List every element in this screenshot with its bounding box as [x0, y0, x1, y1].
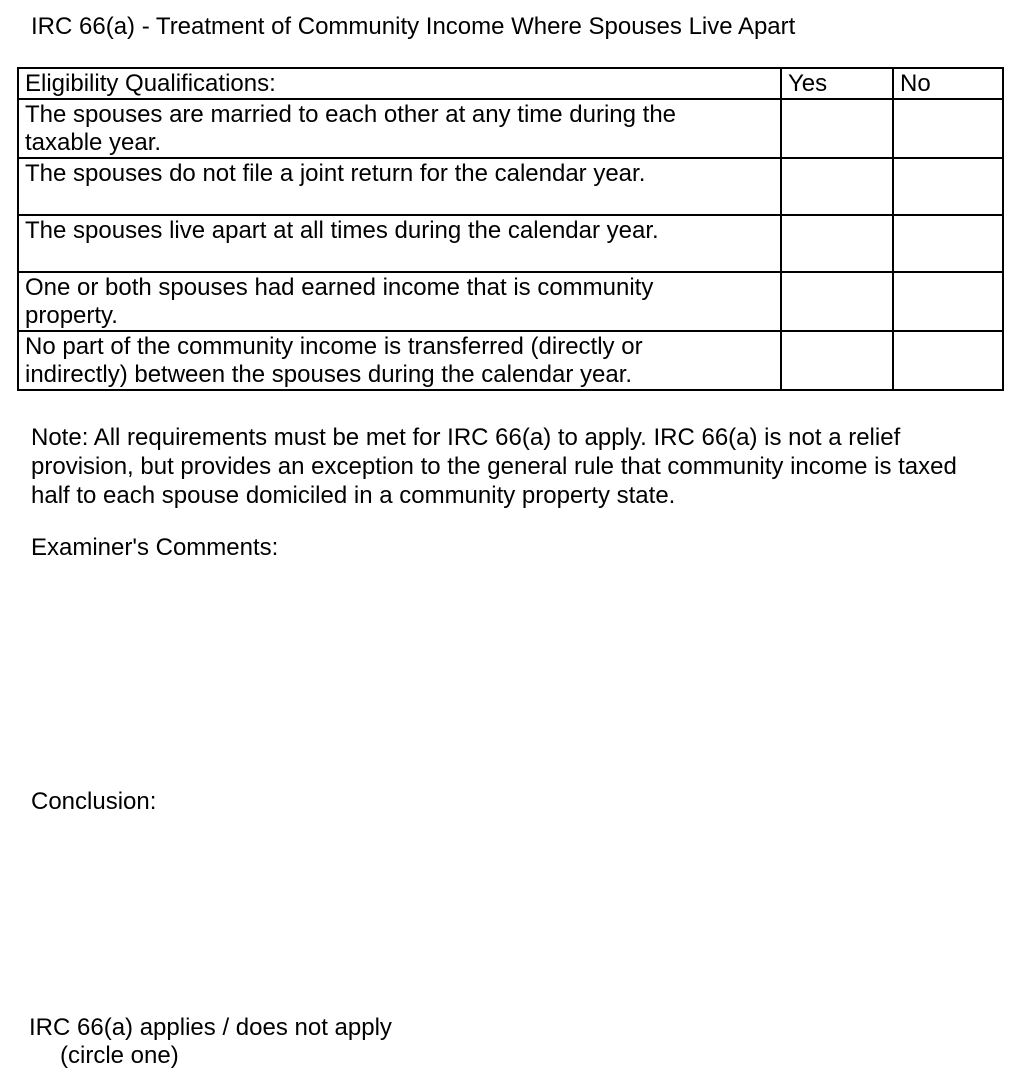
table-row: [18, 99, 1003, 158]
yes-cell[interactable]: [781, 331, 893, 390]
qualification-text: No part of the community income is transferred (directly or indirectly) between the spouses during the calendar year.: [25, 333, 643, 388]
qualification-cell: [18, 331, 781, 390]
table-header-row: [18, 68, 1003, 99]
yes-cell[interactable]: [781, 272, 893, 331]
examiner-comments-area[interactable]: [17, 566, 995, 780]
option-applies[interactable]: applies: [139, 1014, 216, 1041]
qualifications-header: Eligibility Qualifications:: [18, 68, 781, 99]
determination-separator: /: [222, 1014, 230, 1041]
table-row: [18, 272, 1003, 331]
no-cell[interactable]: [893, 158, 1003, 215]
table-row: [18, 158, 1003, 215]
qualification-cell: [18, 215, 781, 272]
qualification-text: The spouses do not file a joint return for the calendar year.: [25, 160, 646, 187]
no-cell[interactable]: [893, 99, 1003, 158]
no-cell[interactable]: [893, 331, 1003, 390]
determination-prefix: IRC 66(a): [29, 1014, 134, 1041]
qualification-cell: [18, 158, 781, 215]
table-row: [18, 215, 1003, 272]
page-title: IRC 66(a) - Treatment of Community Income Where Spouses Live Apart: [31, 13, 796, 40]
qualification-cell: [18, 272, 781, 331]
eligibility-table: [17, 67, 1004, 391]
examiner-comments-label: Examiner's Comments:: [31, 534, 279, 561]
yes-cell[interactable]: [781, 99, 893, 158]
yes-cell[interactable]: [781, 215, 893, 272]
qualification-cell: [18, 99, 781, 158]
note-paragraph: Note: All requirements must be met for IRC 66(a) to apply. IRC 66(a) is not a relief provision, but provides an exception to the general rule that community income is taxed half to each spouse domiciled in a community property state.: [31, 424, 957, 509]
qualification-text: The spouses are married to each other at any time during the taxable year.: [25, 101, 677, 156]
conclusion-label: Conclusion:: [31, 788, 157, 815]
determination-line: [29, 1014, 392, 1042]
qualification-text: The spouses live apart at all times during the calendar year.: [25, 217, 659, 244]
yes-cell[interactable]: [781, 158, 893, 215]
table-row: [18, 331, 1003, 390]
option-does-not-apply[interactable]: does not apply: [235, 1014, 392, 1041]
yes-column-header: Yes: [781, 68, 893, 99]
no-cell[interactable]: [893, 272, 1003, 331]
conclusion-area[interactable]: [17, 820, 995, 1008]
circle-one-instruction: (circle one): [60, 1042, 179, 1069]
no-column-header: No: [893, 68, 1003, 99]
determination-block: [29, 1014, 392, 1070]
no-cell[interactable]: [893, 215, 1003, 272]
qualification-text: One or both spouses had earned income that is community property.: [25, 274, 654, 329]
